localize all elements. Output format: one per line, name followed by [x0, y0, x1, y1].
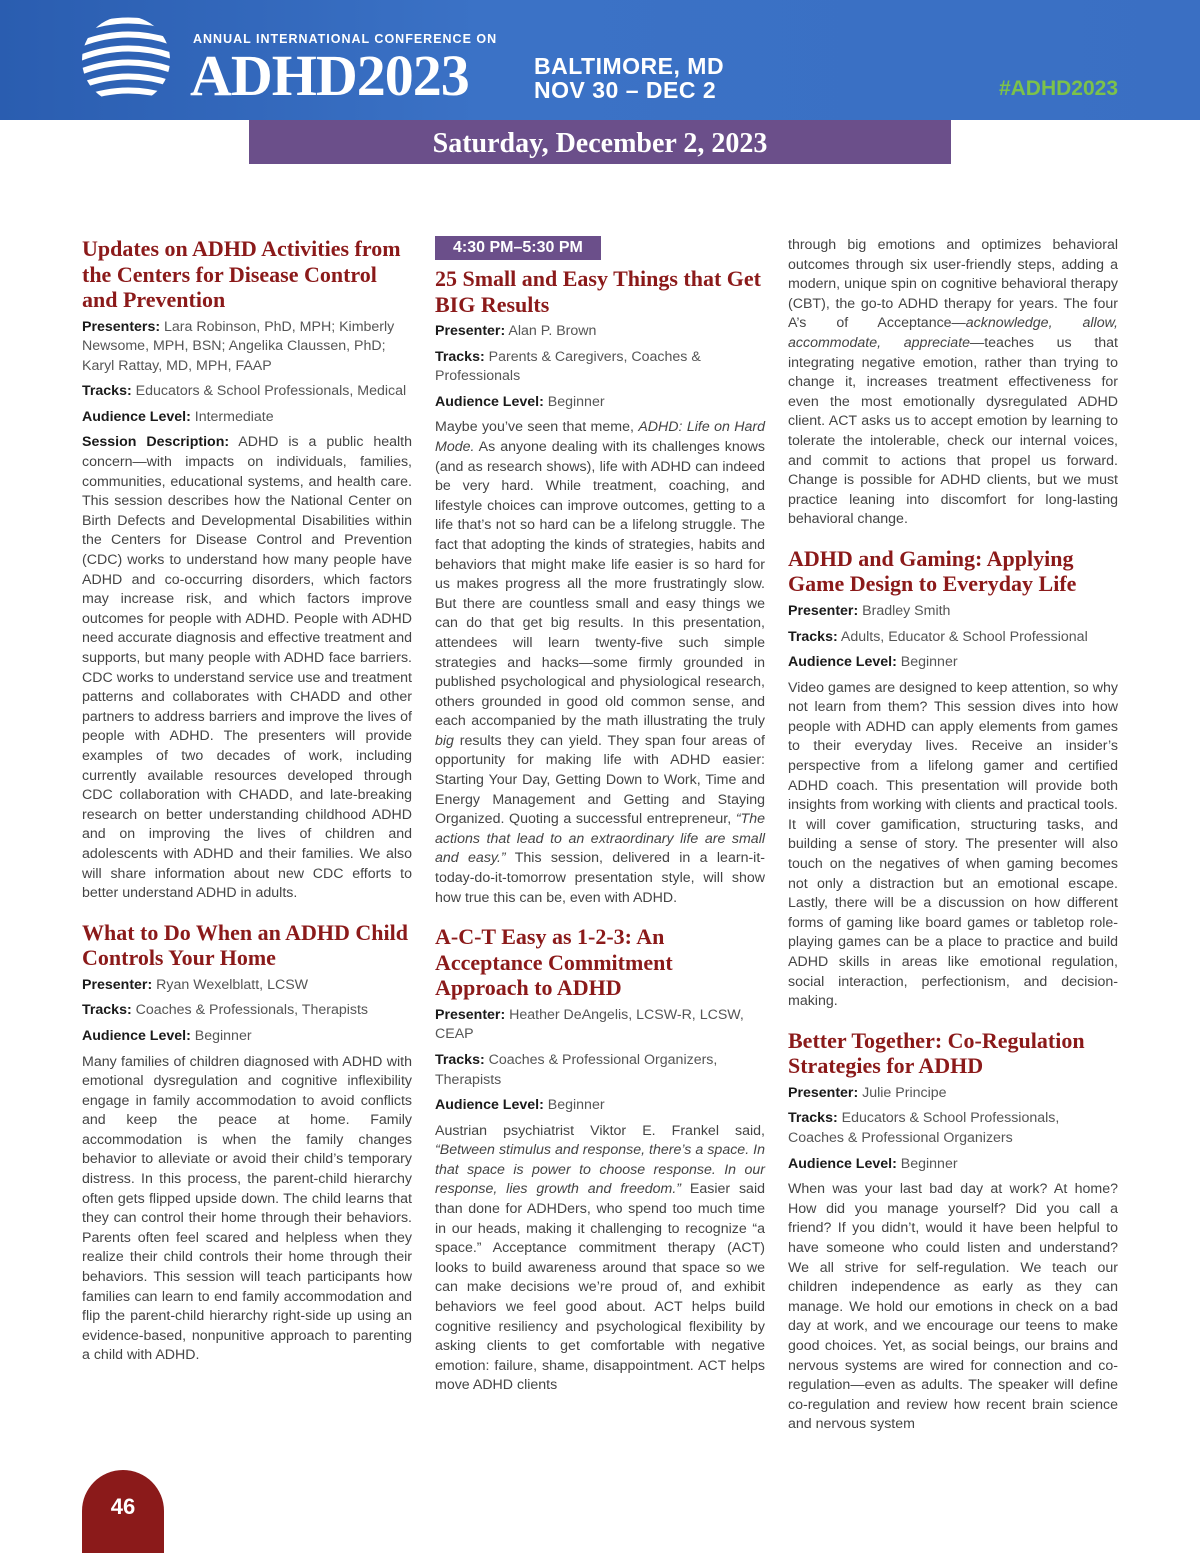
audience-label: Audience Level:: [788, 1155, 897, 1172]
presenter-label: Presenter:: [435, 1006, 506, 1023]
tracks: [788, 1109, 1118, 1148]
presenter-label: Presenter:: [788, 1084, 859, 1101]
tracks-value: Educators & School Professionals, Coaches & Professional Organizers: [788, 1110, 1060, 1146]
presenter: [788, 602, 1118, 622]
globe-logo-icon: [78, 8, 174, 112]
conference-dates: NOV 30 – DEC 2: [534, 77, 717, 103]
audience-label: Audience Level:: [435, 393, 544, 410]
session-description: Video games are designed to keep attention, so why not learn from them? This session dives into how people with ADHD can apply elements from games to their everyday lives. Receive an insider’s perspective from a lifelong gamer and certified ADHD coach. This presentation will provide both insights from working with clients and practical tools. It will cover gamification, structuring tasks, and building a sense of story. The presenter will also touch on the negatives of when gaming becomes not only a distraction but an emotional escape. Lastly, there will be a discussion on how different forms of gaming like board games or tabletop role-playing games can be a place to practice and build ADHD skills in areas like emotional regulation, social interaction, perfectionism, and decision-making.: [788, 679, 1118, 1010]
desc-part: Austrian psychiatrist Viktor E. Frankel said,: [435, 1122, 765, 1139]
tracks-value: Coaches & Professional Organizers, Therapists: [435, 1051, 718, 1088]
presenter: [435, 322, 765, 342]
desc-italic: big: [435, 732, 454, 749]
column-1: [82, 236, 412, 1382]
audience-value: Beginner: [900, 654, 958, 671]
column-3: [788, 236, 1118, 1451]
audience-level: [788, 653, 1118, 673]
description-text: ADHD is a public health concern—with impacts on individuals, families, communities, educational systems, and health care. This session describes how the National Center on Birth Defects and Developmental Disabilities within the Centers for Disease Control and Prevention (CDC) works to understand how many people have ADHD and co-occurring disorders, which factors may increase risk, and which factors improve outcomes for people with ADHD. People with ADHD need accurate diagnosis and effective treatment and supports, but many people with ADHD face barriers. CDC works to understand service use and treatment patterns and collaborates with CHADD and other partners to address barriers and improve the lives of people with ADHD. The presenters will provide examples of two decades of work, including currently available resources developed through CDC collaboration with CHADD, and late-breaking research on better understanding childhood ADHD and on improving the lives of children and adolescents with ADHD and their families. We also will share information about new CDC efforts to better understand ADHD in adults.: [82, 434, 412, 902]
audience-value: Beginner: [547, 393, 605, 410]
tracks-label: Tracks:: [788, 628, 838, 645]
desc-italic: “The actions that lead to an extraordinary life are small and easy.”: [435, 811, 765, 867]
presenter-value: Alan P. Brown: [508, 323, 597, 339]
tracks-label: Tracks:: [82, 383, 132, 400]
session-title: Updates on ADHD Activities from the Centers for Disease Control and Prevention: [82, 236, 401, 312]
tracks: [82, 1001, 412, 1021]
session-title: ADHD and Gaming: Applying Game Design to Everyday Life: [788, 545, 1077, 597]
presenter-label: Presenter:: [435, 323, 506, 339]
desc-part: As anyone dealing with its challenges knows (and as research shows), life with ADHD can indeed be very hard. While treatment, coaching, and lifestyle choices can improve outcomes, getting to a life that’s not so hard can be a lifelong struggle. The fact that adopting the kinds of strategies, habits and behaviors that might make life easier is so hard for us makes progress all the more frustratingly slow. But there are countless small and easy things we can do that get big results. In this presentation, attendees will learn twenty-five such simple strategies and hacks—some firmly grounded in published psychological and physiological research, others grounded in good old common sense, and each accompanied by the math illustrating the truly: [435, 438, 765, 730]
time-slot-badge: 4:30 PM–5:30 PM: [435, 236, 601, 260]
presenters-label: Presenters:: [82, 318, 161, 335]
tracks-value: Educators & School Professionals, Medical: [135, 383, 407, 400]
presenter-value: Heather DeAngelis, LCSW-R, LCSW, CEAP: [435, 1006, 744, 1043]
session-home: [82, 920, 412, 1366]
day-heading: Saturday, December 2, 2023: [249, 120, 951, 164]
page-number: 46: [82, 1470, 164, 1553]
desc-part: This session, delivered in a learn-it-today-do-it-tomorrow presentation style, will show how true this can be, even with ADHD.: [435, 850, 765, 906]
session-better-together: [788, 1028, 1118, 1435]
desc-italic: ADHD: Life on Hard Mode.: [435, 419, 766, 455]
tracks-label: Tracks:: [435, 348, 485, 365]
session-title: A-C-T Easy as 1-2-3: An Acceptance Commitment Approach to ADHD: [435, 924, 673, 1001]
session-title: Better Together: Co-Regulation Strategies for ADHD: [788, 1027, 1085, 1079]
conference-line: ANNUAL INTERNATIONAL CONFERENCE ON: [193, 32, 498, 46]
session-description: [435, 1122, 765, 1396]
desc-italic: acknowledge, allow, accommodate, appreciate: [788, 315, 1118, 351]
presenter-value: Ryan Wexelblatt, LCSW: [156, 976, 309, 993]
tracks-label: Tracks:: [788, 1110, 838, 1127]
audience-label: Audience Level:: [82, 1027, 191, 1044]
location: BALTIMORE, MD: [534, 53, 725, 79]
session-description: When was your last bad day at work? At home? How did you manage yourself? Did you call a friend? If you didn’t, would it have been helpful to have someone who could listen and understand? We all strive for self-regulation. We teach our children independence as early as they can manage. We hold our emotions in check on a bad day at work, and we encourage our teens to make good choices. Yet, as social beings, our brains and nervous systems are wired for connection and co-regulation—even as adults. The speaker will define co-regulation and review how recent brain science and nervous system: [788, 1181, 1118, 1433]
session-cdc: [82, 236, 412, 904]
audience-level: [435, 1096, 765, 1116]
session-small-things: [435, 266, 765, 908]
presenters: [82, 318, 412, 377]
desc-part: results they can yield. They span four areas of opportunity for making life with ADHD easier: Starting Your Day, Getting Down to Work, Time and Energy Management and Getting and Staying Organized. Quoting a successful entrepreneur,: [435, 732, 765, 828]
audience-level: [435, 393, 765, 413]
desc-part: Easier said than done for ADHDers, who spend too much time in our heads, making it challenging to recognize “a space.” Acceptance commitment therapy (ACT) looks to build awareness around that space so we can make decisions we’re proud of, and exhibit behaviors we feel good about. ACT helps build cognitive resiliency and psychological flexibility by asking clients to get comfortable with negative emotion: failure, shame, disappointment. ACT helps move ADHD clients: [435, 1181, 765, 1394]
presenter: [435, 1006, 765, 1045]
description-label: Session Description:: [82, 434, 230, 451]
header-banner: [0, 0, 1200, 120]
session-act: [435, 924, 765, 1396]
audience-level: [788, 1155, 1118, 1175]
tracks: [435, 348, 765, 387]
audience-level: [82, 408, 412, 428]
desc-part: Maybe you’ve seen that meme,: [435, 419, 634, 436]
audience-label: Audience Level:: [82, 408, 191, 425]
tracks-value: Coaches & Professionals, Therapists: [135, 1002, 369, 1019]
tracks-value: Parents & Caregivers, Coaches & Professionals: [435, 348, 701, 385]
presenters-value: Lara Robinson, PhD, MPH; Kimberly Newsome, MPH, BSN; Angelika Claussen, PhD; Karyl Rattay, MD, MPH, FAAP: [82, 318, 395, 374]
desc-part: —teaches us that integrating negative emotion, rather than trying to change it, increases treatment effectiveness for even the most emotionally dysregulated ADHD client. ACT asks us to accept emotion by learning to tolerate the intolerable, check our internal voices, and commit to actions that propel us forward. Change is possible for ADHD clients, but we must practice leaning into discomfort for long-lasting behavioral change.: [788, 334, 1118, 528]
presenter-label: Presenter:: [82, 976, 153, 993]
tracks: [82, 382, 412, 402]
desc-italic: “Between stimulus and response, there’s a space. In that space is power to choose response. In our response, lies growth and freedom.”: [435, 1142, 765, 1198]
session-description: [82, 433, 412, 903]
audience-label: Audience Level:: [435, 1097, 544, 1114]
tracks: [788, 628, 1118, 648]
session-title: 25 Small and Easy Things that Get BIG Results: [435, 266, 762, 317]
audience-value: Beginner: [547, 1097, 605, 1114]
audience-value: Beginner: [900, 1155, 958, 1172]
audience-label: Audience Level:: [788, 654, 897, 671]
desc-part: through big emotions and optimizes behavioral outcomes through six user-friendly steps, adding a modern, unique spin on cognitive behavioral therapy (CBT), the go-to ADHD therapy for years. The four A’s of Acceptance—: [788, 237, 1118, 332]
session-description-continued: [788, 236, 1118, 530]
presenter: [82, 976, 412, 996]
audience-level: [82, 1027, 412, 1047]
column-2: [435, 236, 765, 1412]
tracks: [435, 1051, 765, 1090]
tracks-label: Tracks:: [435, 1051, 485, 1068]
brand-title: ADHD2023: [190, 43, 469, 108]
session-gaming: [788, 546, 1118, 1012]
session-description: [435, 418, 765, 908]
tracks-label: Tracks:: [82, 1002, 132, 1019]
tracks-value: Adults, Educator & School Professional: [840, 628, 1088, 645]
session-title: What to Do When an ADHD Child Controls Your Home: [82, 919, 408, 971]
presenter-value: Bradley Smith: [862, 602, 951, 619]
audience-value: Beginner: [194, 1027, 252, 1044]
session-description: Many families of children diagnosed with ADHD with emotional dysregulation and cognitive inflexibility engage in family accommodation to avoid conflicts and keep the peace at home. Family accommodation is when the family changes behavior to alleviate or avoid their child’s temporary distress. In this process, the parent-child hierarchy often gets flipped upside down. The child learns that they can control their home through their behaviors. Parents often feel scared and helpless when they realize their child controls their home through their behaviors. This session will teach participants how families can learn to end family accommodation and flip the parent-child hierarchy right-side up using an evidence-based, nonpunitive approach to parenting a child with ADHD.: [82, 1053, 412, 1364]
hashtag: #ADHD2023: [998, 77, 1118, 100]
presenter-value: Julie Principe: [862, 1084, 947, 1101]
audience-value: Intermediate: [194, 408, 274, 425]
presenter: [788, 1084, 1118, 1104]
presenter-label: Presenter:: [788, 602, 859, 619]
